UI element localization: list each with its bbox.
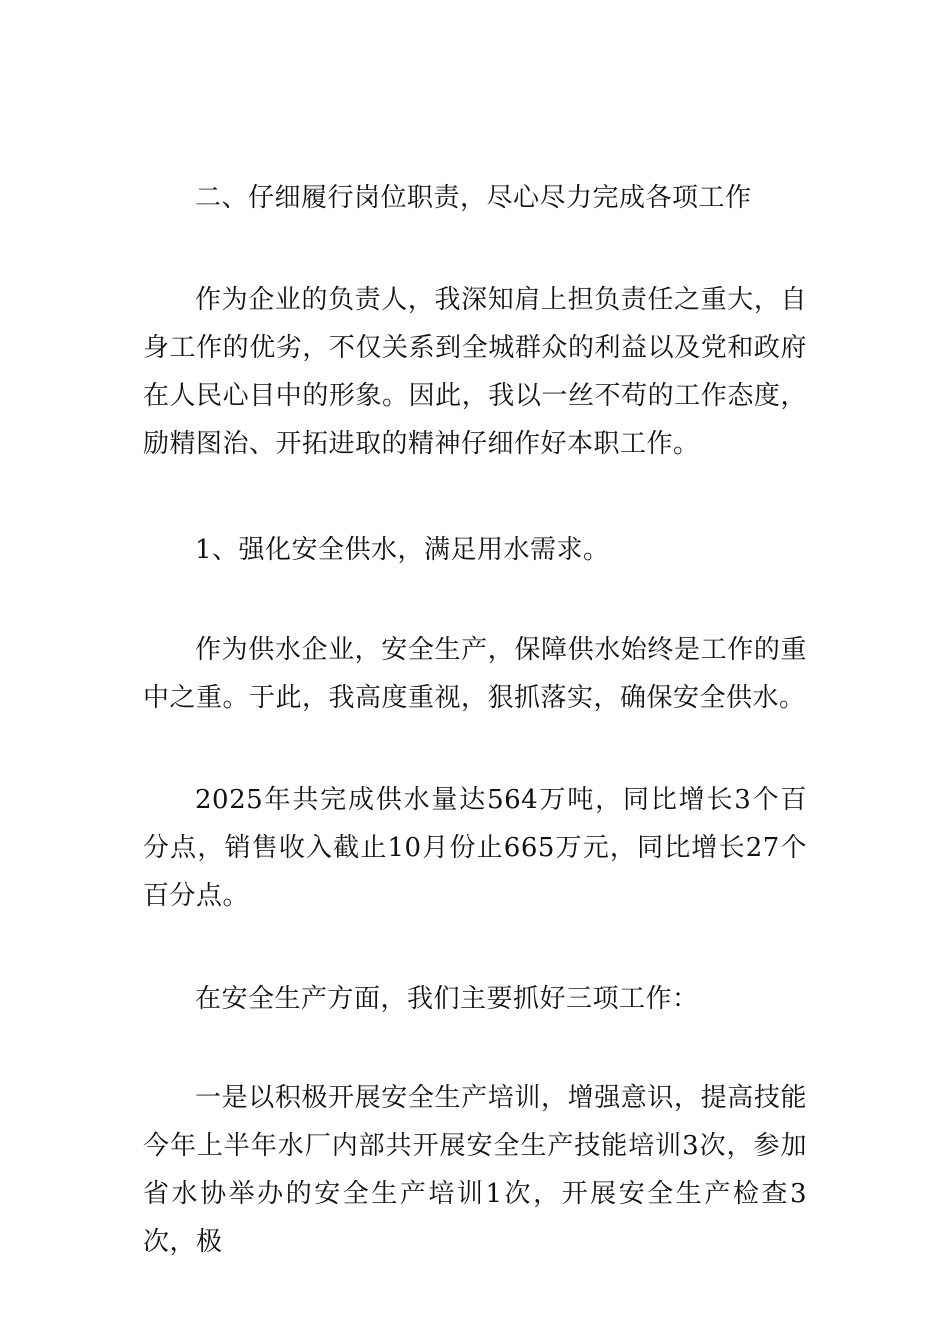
paragraph-water-supply: 作为供水企业，安全生产，保障供水始终是工作的重中之重。于此，我高度重视，狠抓落实，确保安全供水。	[143, 635, 807, 713]
section-heading: 二、仔细履行岗位职责，尽心尽力完成各项工作	[195, 183, 752, 213]
paragraph-responsibility: 作为企业的负责人，我深知肩上担负责任之重大，自身工作的优劣，不仅关系到全城群众的利益以及党和政府在人民心目中的形象。因此，我以一丝不苟的工作态度，励精图治、开拓进取的精神仔细作好本职工作。	[143, 285, 807, 459]
paragraph-safety-intro: 在安全生产方面，我们主要抓好三项工作：	[195, 984, 699, 1014]
subsection-heading: 1、强化安全供水，满足用水需求。	[195, 535, 610, 565]
paragraph-statistics: 2025年共完成供水量达564万吨，同比增长3个百分点，销售收入截止10月份止665万元，同比增长27个百分点。	[143, 785, 807, 911]
paragraph-safety-training: 一是以积极开展安全生产培训，增强意识，提高技能今年上半年水厂内部共开展安全生产技能培训3次，参加省水协举办的安全生产培训1次，开展安全生产检查3次，极	[143, 1083, 807, 1257]
